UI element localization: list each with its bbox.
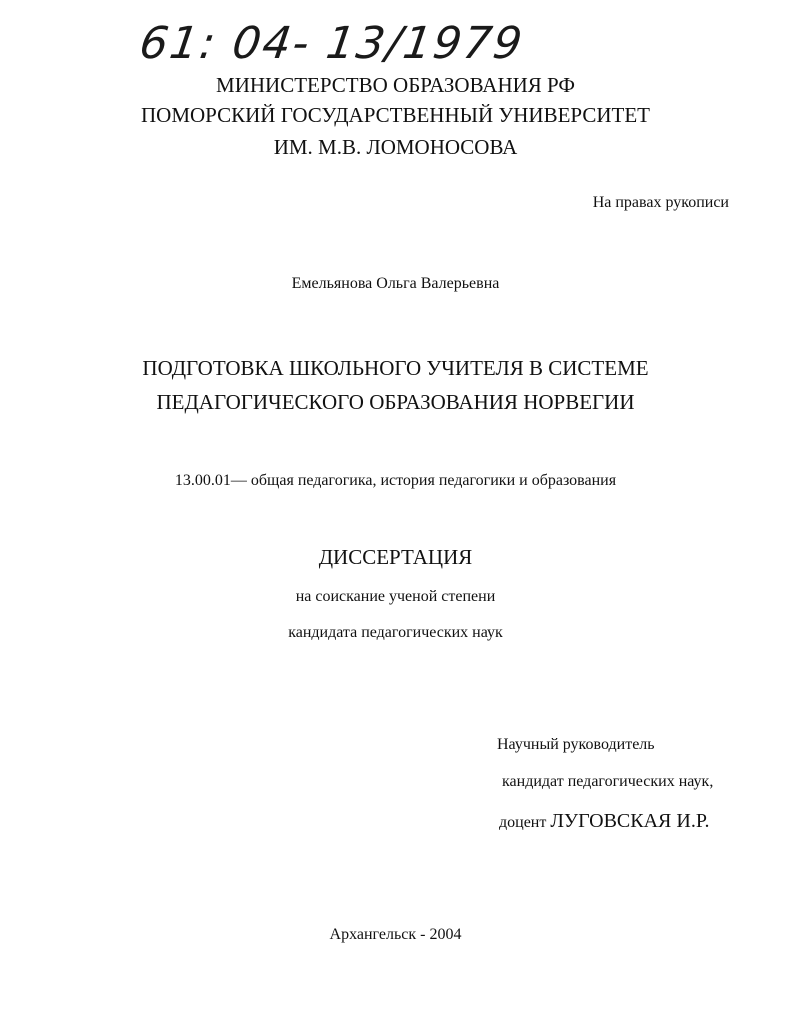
specialty-code: 13.00.01— общая педагогика, история педагогики и образования: [174, 472, 617, 489]
author-name: Емельянова Ольга Валерьевна: [291, 275, 500, 292]
rights-note: На правах рукописи: [592, 194, 729, 211]
work-type-heading: ДИССЕРТАЦИЯ: [318, 545, 473, 569]
advisor-line: [499, 810, 709, 833]
advisor-label: Научный руководитель: [497, 736, 655, 753]
city-year: Архангельск - 2004: [329, 926, 462, 943]
advisor-position: доцент: [499, 814, 547, 831]
ministry-name: МИНИСТЕРСТВО ОБРАЗОВАНИЯ РФ: [216, 73, 575, 97]
degree-line-2: кандидата педагогических наук: [288, 624, 503, 641]
advisor-name: ЛУГОВСКАЯ И.Р.: [550, 810, 710, 832]
university-name: ПОМОРСКИЙ ГОСУДАРСТВЕННЫЙ УНИВЕРСИТЕТ: [141, 103, 650, 127]
degree-line-1: на соискание ученой степени: [295, 588, 496, 605]
thesis-title-line-1: ПОДГОТОВКА ШКОЛЬНОГО УЧИТЕЛЯ В СИСТЕМЕ: [142, 356, 649, 380]
handwritten-catalog-code: 61: 04- 13/1979: [136, 18, 528, 69]
thesis-title-line-2: ПЕДАГОГИЧЕСКОГО ОБРАЗОВАНИЯ НОРВЕГИИ: [156, 390, 635, 414]
university-named-after: ИМ. М.В. ЛОМОНОСОВА: [273, 135, 518, 159]
advisor-degree: кандидат педагогических наук,: [502, 773, 714, 790]
